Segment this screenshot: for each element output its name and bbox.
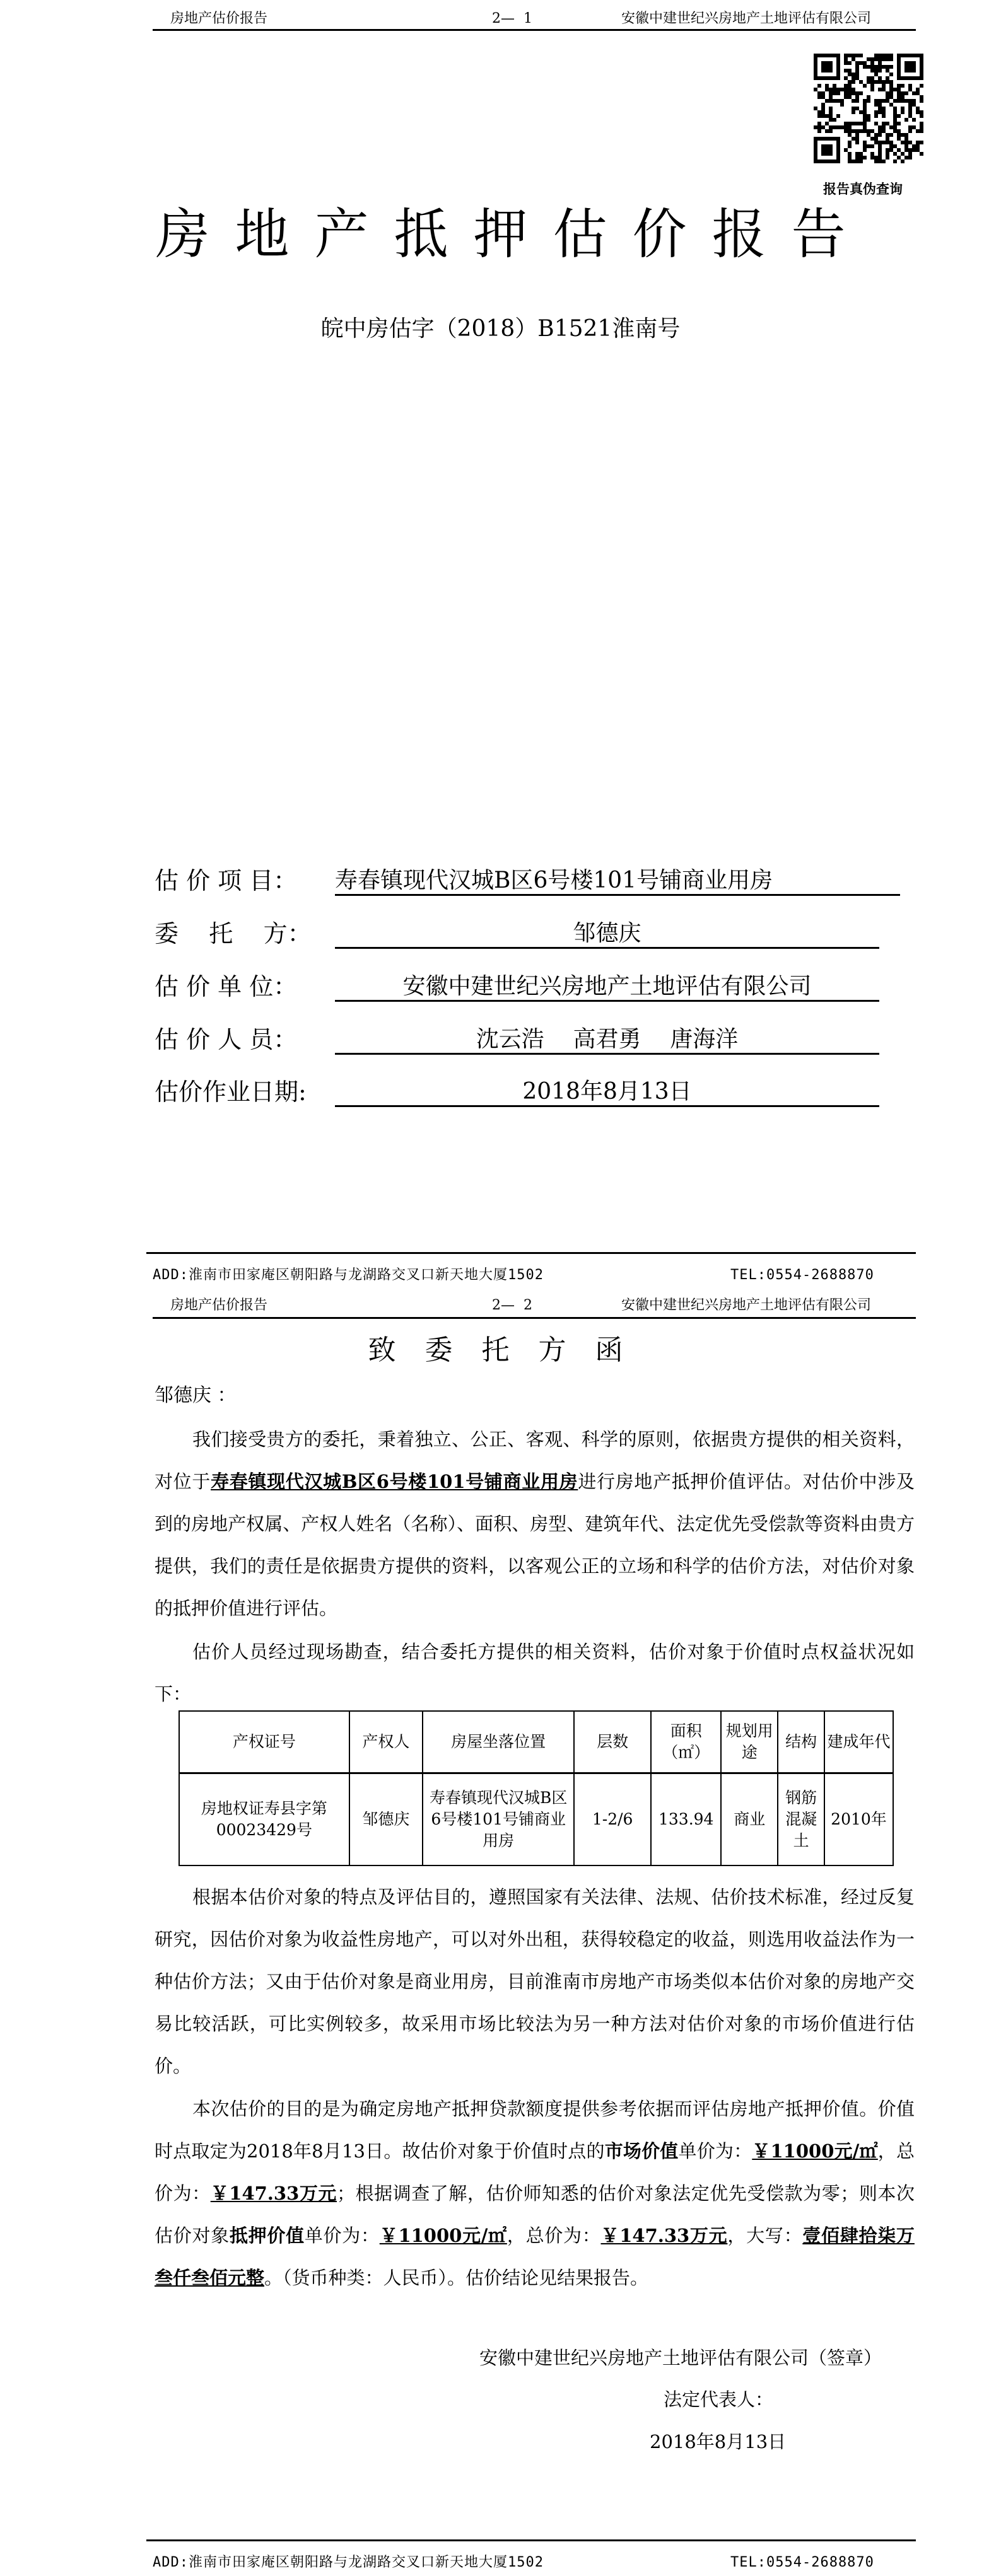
qr-caption: 报告真伪查询 — [823, 181, 903, 197]
field-value-client: 邹德庆 — [335, 920, 879, 949]
amount-in-words: 壹佰肆拾柒万叁仟叁佰元整 — [155, 2225, 915, 2289]
footer-tel: TEL:0554-2688870 — [730, 1267, 874, 1283]
paragraph-conclusion — [155, 2088, 915, 2299]
footer-rule — [146, 1252, 916, 1254]
field-value-appraisers: 沈云浩 高君勇 唐海洋 — [335, 1026, 879, 1055]
col-header: 结构 — [778, 1711, 824, 1773]
field-label-appraisers: 估 价 人 员： — [155, 1026, 298, 1053]
cell-structure: 钢筋混凝土 — [778, 1773, 824, 1866]
page-number: 2— 2 — [492, 1297, 532, 1313]
text: 单价为： — [304, 2225, 380, 2246]
footer-address: ADD:淮南市田家庵区朝阳路与龙湖路交叉口新天地大厦1502 — [153, 2555, 544, 2570]
header-rule — [153, 29, 916, 31]
col-header: 产权人 — [349, 1711, 423, 1773]
table-header-row — [179, 1711, 893, 1773]
page-number: 2— 1 — [492, 11, 532, 26]
text: 进行房地产抵押价值评估。对估价中涉及到的房地产权属、产权人姓名（名称）、面积、房型、建筑年代、法定优先受偿款等资料由贵方提供，我们的责任是依据贵方提供的资料，以客观公正的立场和科学的估价方法，对估价对象的抵押价值进行评估。 — [155, 1471, 915, 1619]
legal-representative: 法定代表人： — [664, 2389, 774, 2410]
text: 。（货币种类：人民币）。估价结论见结果报告。 — [264, 2267, 649, 2289]
signature-date: 2018年8月13日 — [650, 2431, 787, 2452]
report-title: 房地产抵押估价报告 — [155, 203, 871, 266]
col-header: 建成年代 — [824, 1711, 893, 1773]
cell-year: 2010年 — [824, 1773, 893, 1866]
running-header-title: 房地产估价报告 — [170, 1297, 268, 1313]
field-label-unit: 估 价 单 位： — [155, 973, 298, 1001]
market-unit-price: ￥11000元/㎡ — [752, 2140, 878, 2162]
footer-address: ADD:淮南市田家庵区朝阳路与龙湖路交叉口新天地大厦1502 — [153, 1267, 544, 1283]
qr-code-icon[interactable] — [814, 54, 923, 163]
market-total-price: ￥147.33万元 — [210, 2183, 337, 2204]
property-address: 寿春镇现代汉城B区6号楼101号铺商业用房 — [211, 1471, 578, 1492]
running-header-company: 安徽中建世纪兴房地产土地评估有限公司 — [621, 11, 872, 26]
text: ，总价为： — [506, 2225, 601, 2246]
col-header: 面积（㎡） — [651, 1711, 721, 1773]
field-label-date: 估价作业日期: — [155, 1078, 307, 1106]
paragraph-engagement — [155, 1419, 915, 1630]
text: ；根据调查了解，估价师知悉的估价对象法定优先受偿款为零；则本次估价对象 — [155, 2183, 915, 2246]
signature-company: 安徽中建世纪兴房地产土地评估有限公司（签章） — [479, 2347, 882, 2369]
mortgage-total-price: ￥147.33万元 — [600, 2225, 728, 2246]
text: 本次估价的目的是为确定房地产抵押贷款额度提供参考依据而评估房地产抵押价值。价值时点取定为2018年8月13日。故估价对象于价值时点的 — [155, 2098, 915, 2162]
field-label-client: 委 托 方： — [155, 920, 312, 948]
col-header: 层数 — [574, 1711, 651, 1773]
running-header-company: 安徽中建世纪兴房地产土地评估有限公司 — [621, 1297, 872, 1313]
text: ，总价为： — [155, 2140, 915, 2204]
field-value-unit: 安徽中建世纪兴房地产土地评估有限公司 — [335, 973, 879, 1002]
cell-location: 寿春镇现代汉城B区6号楼101号铺商业用房 — [423, 1773, 574, 1866]
mortgage-unit-price: ￥11000元/㎡ — [379, 2225, 507, 2246]
text: 我们接受贵方的委托，秉着独立、公正、客观、科学的原则，依据贵方提供的相关资料，对位于 — [155, 1429, 915, 1492]
cell-area: 133.94 — [651, 1773, 721, 1866]
market-value-label: 市场价值 — [604, 2140, 679, 2162]
salutation: 邹德庆 ： — [155, 1384, 237, 1407]
footer-rule — [146, 2539, 916, 2541]
footer-tel: TEL:0554-2688870 — [730, 2555, 874, 2570]
paragraph-methods: 根据本估价对象的特点及评估目的，遵照国家有关法律、法规、估价技术标准，经过反复研究，因估价对象为收益性房地产，可以对外出租，获得较稳定的收益，则选用收益法作为一种估价方法；又由于估价对象是商业用房，目前淮南市房地产市场类似本估价对象的房地产交易比较活跃，可比实例较多，故采用市场比较法为另一种方法对估价对象的市场价值进行估价。 — [155, 1886, 915, 2077]
cell-use: 商业 — [721, 1773, 778, 1866]
cell-cert-no: 房地权证寿县字第00023429号 — [179, 1773, 349, 1866]
mortgage-value-label: 抵押价值 — [229, 2225, 305, 2246]
letter-title: 致 委 托 方 函 — [368, 1334, 633, 1366]
table-row — [179, 1773, 893, 1866]
paragraph-inspection: 估价人员经过现场勘查，结合委托方提供的相关资料，估价对象于价值时点权益状况如下： — [155, 1641, 915, 1705]
col-header: 房屋坐落位置 — [423, 1711, 574, 1773]
report-number: 皖中房估字（2018）B1521淮南号 — [320, 316, 681, 342]
field-value-project: 寿春镇现代汉城B区6号楼101号铺商业用房 — [335, 867, 900, 896]
text: 单价为： — [678, 2140, 752, 2162]
text: ，大写： — [727, 2225, 803, 2246]
cell-owner: 邹德庆 — [349, 1773, 423, 1866]
col-header: 产权证号 — [179, 1711, 349, 1773]
property-table — [179, 1710, 894, 1866]
cell-floors: 1-2/6 — [574, 1773, 651, 1866]
header-rule — [153, 1317, 916, 1319]
running-header-title: 房地产估价报告 — [170, 11, 268, 26]
field-value-date: 2018年8月13日 — [335, 1079, 879, 1107]
field-label-project: 估 价 项 目： — [155, 867, 298, 895]
col-header: 规划用途 — [721, 1711, 778, 1773]
